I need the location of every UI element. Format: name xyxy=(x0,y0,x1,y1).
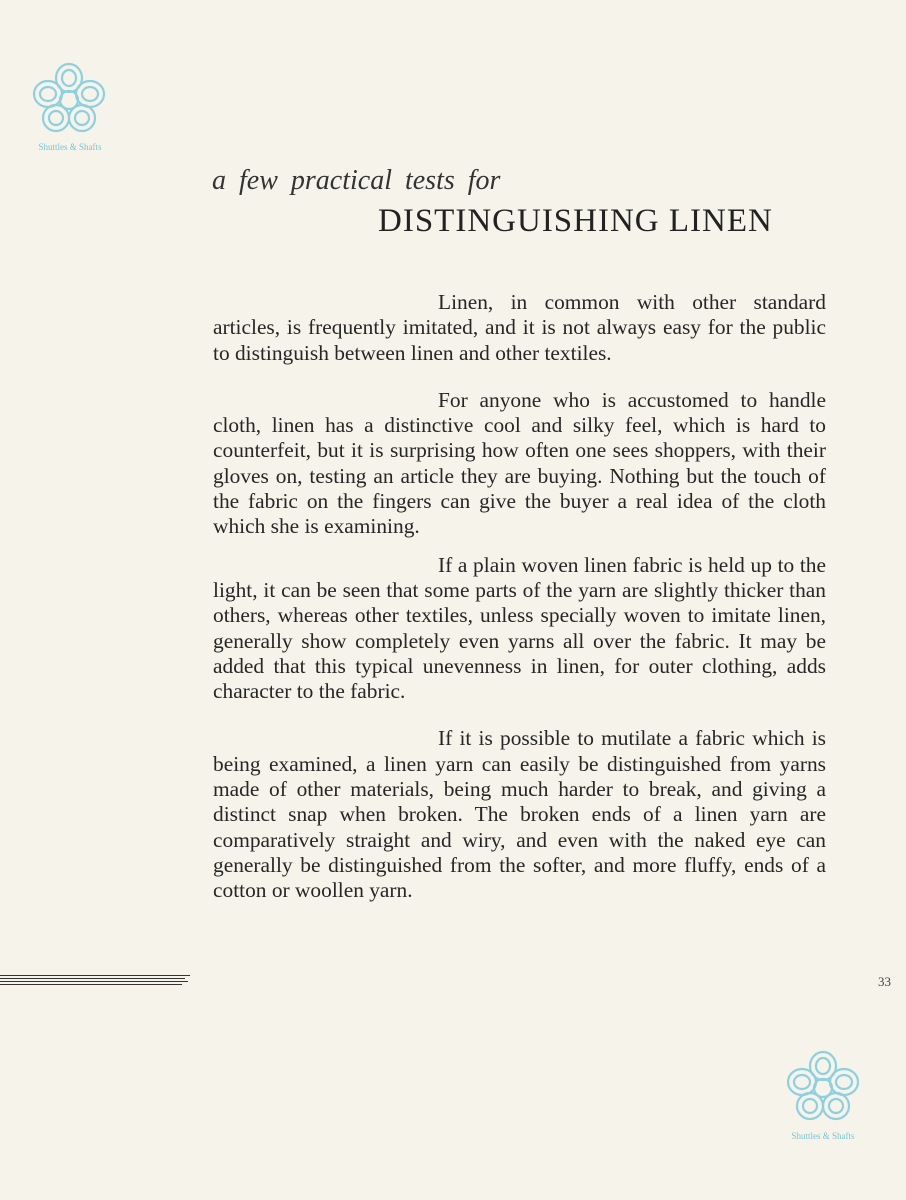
paragraph-1: Linen, in common with other standard articles, is frequently imitated, and it is not always easy for the public to distinguish between linen and other textiles. xyxy=(213,290,826,365)
logo-top-caption: Shuttles & Shafts xyxy=(38,142,102,152)
paragraph-2: For anyone who is accustomed to handle cloth, linen has a distinctive cool and silky feel, which is hard to counterfeit, but it is surprising how often one sees shoppers, with their gloves on, testing an article they are buying. Nothing but the touch of the fabric on the fingers can give the buyer a real idea of the cloth which she is examining. xyxy=(213,387,826,539)
paragraph-3: If a plain woven linen fabric is held up to the light, it can be seen that some parts of the yarn are slightly thicker than others, whereas other textiles, unless specially woven to imitate linen, generally show completely even yarns all over the fabric. It may be added that this typical unevenness in linen, for outer clothing, adds character to the fabric. xyxy=(213,552,826,704)
shuttles-shafts-logo-top xyxy=(28,58,110,140)
page-number: 33 xyxy=(878,974,891,989)
knot-icon xyxy=(782,1046,864,1128)
knot-icon xyxy=(28,58,110,140)
decorative-rule xyxy=(0,975,190,985)
article-body xyxy=(213,290,826,904)
shuttles-shafts-logo-bottom xyxy=(782,1046,864,1128)
page-subtitle: a few practical tests for xyxy=(212,165,501,196)
logo-bottom-caption: Shuttles & Shafts xyxy=(791,1131,855,1141)
page-title: DISTINGUISHING LINEN xyxy=(378,203,773,239)
paragraph-4: If it is possible to mutilate a fabric which is being examined, a linen yarn can easily be distinguished from yarns made of other materials, being much harder to break, and giving a distinct snap when broken. The broken ends of a linen yarn are comparatively straight and wiry, and even with the naked eye can generally be distinguished from the softer, and more fluffy, ends of a cotton or woollen yarn. xyxy=(213,726,826,903)
